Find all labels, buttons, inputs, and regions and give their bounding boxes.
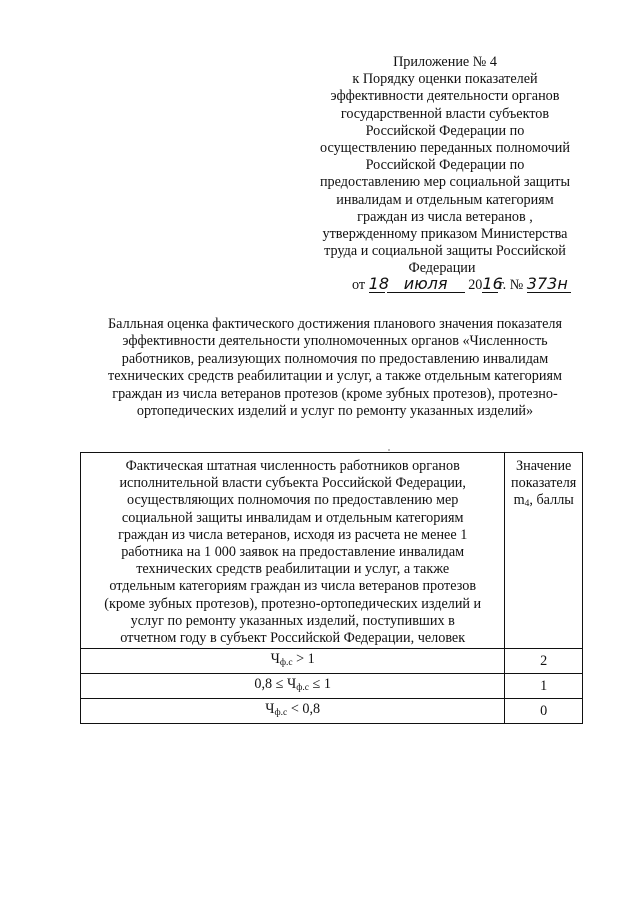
condition-subscript: ф.с — [274, 708, 288, 719]
condition-var: Ч — [287, 676, 297, 693]
appendix-line: к Порядку оценки показателей — [352, 71, 538, 88]
appendix-block — [300, 54, 590, 278]
appendix-line: государственной власти субъектов — [340, 105, 550, 122]
handwritten-order-number: 373н — [527, 276, 571, 293]
header-cell-staff-count — [81, 453, 505, 649]
condition-var: Ч — [270, 651, 280, 668]
title-line: ортопедических изделий и услуг по ремонту указанных изделий» — [136, 403, 534, 420]
condition-subscript: ф.с — [279, 658, 293, 669]
header-cell-score — [505, 453, 583, 649]
appendix-line: эффективности деятельности органов — [330, 88, 560, 105]
table-row — [81, 649, 583, 674]
handwritten-month: июля — [387, 276, 465, 293]
table-header-row — [81, 453, 583, 649]
header-line — [507, 492, 580, 513]
indicator-symbol: m — [513, 492, 525, 509]
appendix-line: граждан из числа ветеранов , — [357, 208, 533, 225]
header-line: Фактическая штатная численность работников органов — [125, 458, 460, 474]
score-cell: 1 — [505, 674, 583, 699]
header-line: технических средств реабилитации и услуг, а также — [136, 561, 450, 578]
header-line: показателя — [511, 475, 577, 492]
condition-rest: < 0,8 — [287, 701, 321, 718]
appendix-line: предоставлению мер социальной защиты — [319, 174, 571, 191]
condition-prefix: 0,8 ≤ — [254, 676, 288, 693]
header-line: граждан из числа ветеранов, исходя из расчета не менее 1 — [118, 526, 468, 543]
header-line: работника на 1 000 заявок на предоставление инвалидам — [121, 544, 465, 561]
condition-var: Ч — [265, 701, 275, 718]
document-title — [60, 316, 610, 420]
condition-cell — [81, 699, 505, 724]
condition-cell — [81, 649, 505, 674]
date-year-unit: г. № — [498, 277, 524, 293]
condition-rest: ≤ 1 — [309, 676, 331, 693]
order-date-line — [352, 276, 592, 294]
indicator-subscript: 4 — [524, 499, 530, 510]
condition-subscript: ф.с — [296, 683, 309, 694]
header-line: исполнительной власти субъекта Российской Федерации, — [119, 475, 466, 492]
date-prefix: от — [352, 277, 366, 293]
condition-rest: > 1 — [292, 651, 315, 668]
score-cell: 2 — [505, 649, 583, 674]
title-line: Балльная оценка фактического достижения планового значения показателя — [108, 316, 562, 332]
appendix-line: инвалидам и отдельным категориям — [336, 191, 554, 208]
appendix-line: Федерации — [408, 260, 476, 277]
header-line: услуг по ремонту указанных изделий, поступивших в — [130, 612, 455, 629]
table-row — [81, 699, 583, 724]
handwritten-year: 16 — [482, 274, 503, 293]
title-line: эффективности деятельности уполномоченных органов «Численность — [122, 333, 548, 350]
scan-speck — [388, 449, 390, 451]
title-line: технических средств реабилитации и услуг, а также отдельным категориям — [108, 368, 562, 385]
appendix-line: утвержденному приказом Министерства — [322, 226, 568, 243]
appendix-line: осуществлению переданных полномочий — [320, 140, 570, 157]
date-year-prefix: 20 — [468, 277, 483, 293]
score-table — [80, 452, 583, 724]
indicator-unit: , баллы — [529, 492, 574, 509]
appendix-line: Российской Федерации по — [365, 122, 525, 139]
appendix-line: Приложение № 4 — [393, 54, 497, 70]
appendix-line: Российской Федерации по — [365, 157, 525, 174]
handwritten-day: 18 — [368, 274, 390, 293]
header-line: Значение — [516, 458, 572, 474]
title-line: граждан из числа ветеранов протезов (кроме зубных протезов), протезно- — [112, 385, 558, 402]
header-line: отдельным категориям граждан из числа ветеранов протезов — [109, 578, 477, 595]
header-line: (кроме зубных протезов), протезно-ортопедических изделий и — [104, 595, 482, 612]
condition-cell — [81, 674, 505, 699]
appendix-line: труда и социальной защиты Российской — [324, 243, 566, 260]
title-line: работников, реализующих полномочия по предоставлению инвалидам — [121, 350, 549, 367]
header-line: социальной защиты инвалидам и отдельным категориям — [121, 509, 464, 526]
header-line: отчетном году в субъект Российской Федерации, человек — [120, 630, 466, 647]
table-row — [81, 674, 583, 699]
score-cell: 0 — [505, 699, 583, 724]
header-line: осуществляющих полномочия по предоставлению мер — [127, 492, 459, 509]
